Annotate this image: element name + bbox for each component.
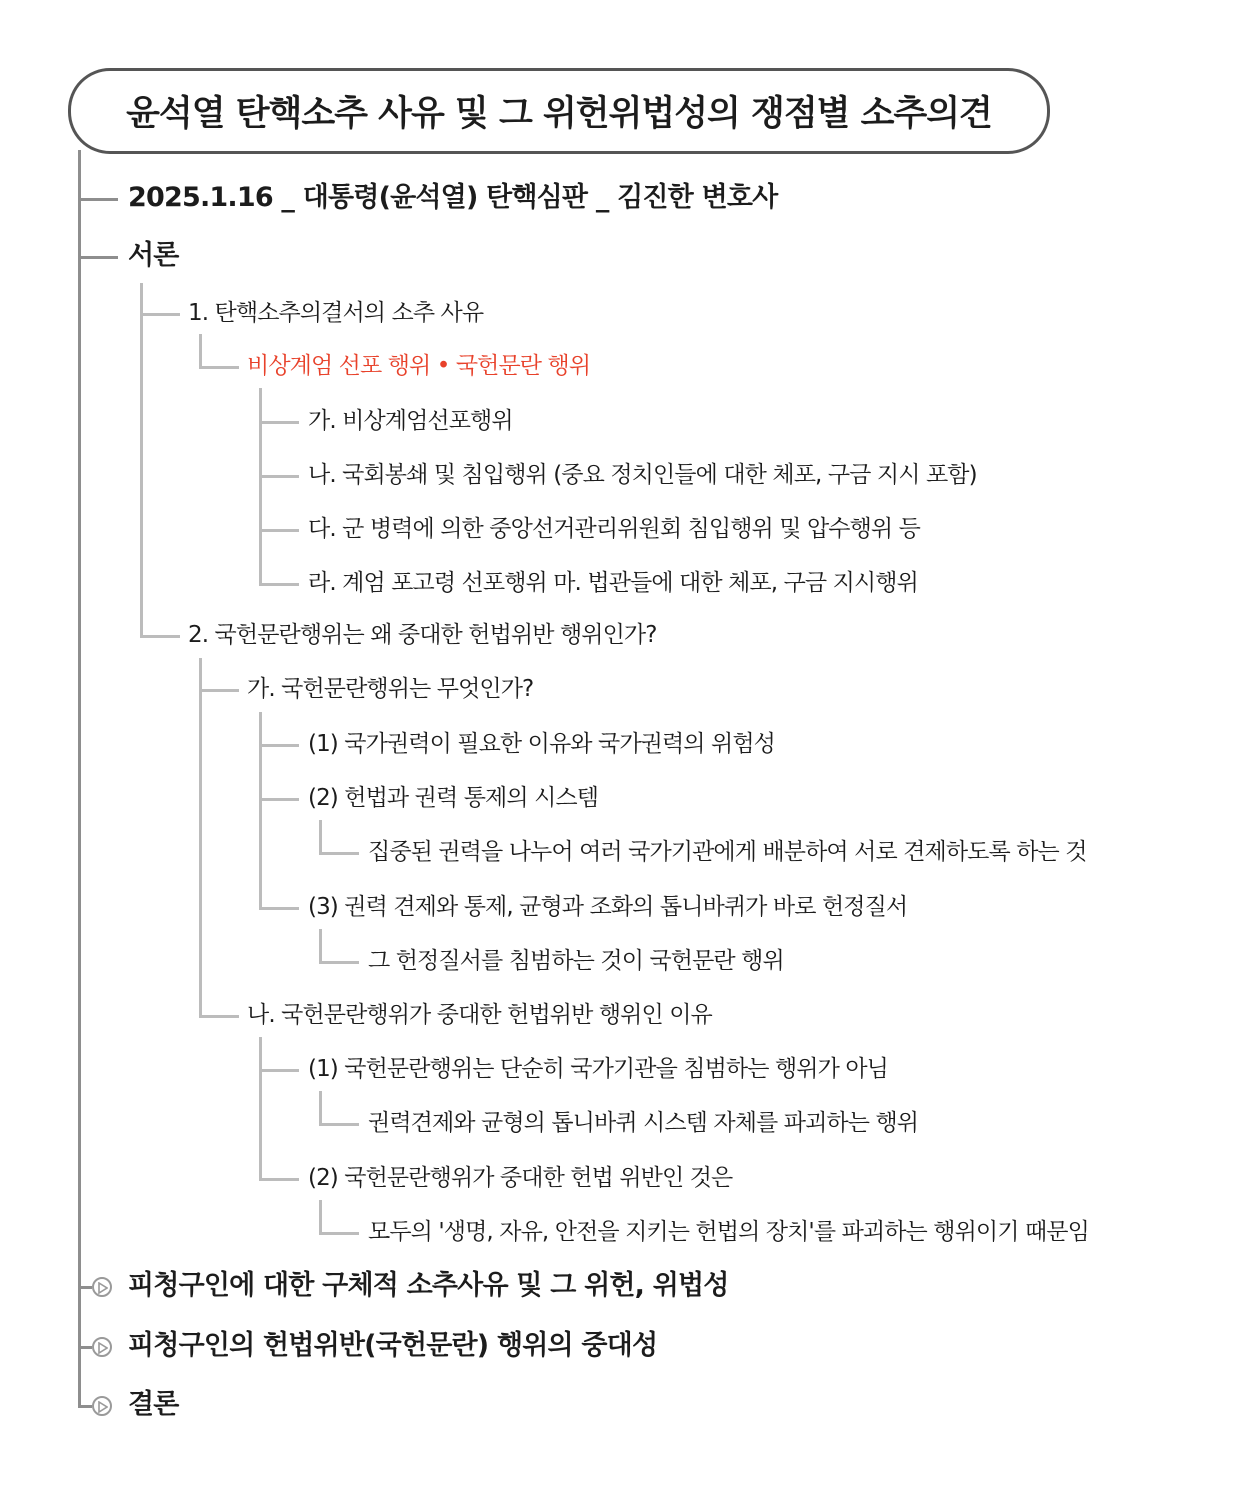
node-label: 나. 국회봉쇄 및 침입행위 (중요 정치인들에 대한 체포, 구금 지시 포함) — [308, 462, 977, 488]
node-label: 권력견제와 균형의 톱니바퀴 시스템 자체를 파괴하는 행위 — [368, 1110, 919, 1136]
connector — [259, 1178, 299, 1181]
node-s2-ga[interactable] — [247, 678, 533, 701]
node-label: 모두의 '생명, 자유, 안전을 지키는 헌법의 장치'를 파괴하는 행위이기 때문임 — [368, 1219, 1089, 1245]
trunk-line — [78, 150, 81, 1408]
connector — [140, 635, 180, 638]
node-label: 피청구인에 대한 구체적 소추사유 및 그 위헌, 위법성 — [128, 1270, 729, 1301]
node-s2-na-detail[interactable] — [368, 1221, 1089, 1244]
connector — [319, 1123, 359, 1126]
node-label: 피청구인의 헌법위반(국헌문란) 행위의 중대성 — [128, 1330, 658, 1361]
connector — [199, 1015, 239, 1018]
node-conclusion[interactable] — [128, 1391, 179, 1418]
node-label: (3) 권력 견제와 통제, 균형과 조화의 톱니바퀴가 바로 헌정질서 — [308, 894, 908, 920]
expand-icon[interactable] — [92, 1337, 112, 1357]
node-s1-item[interactable] — [308, 464, 977, 487]
connector — [78, 256, 118, 259]
node-s1[interactable] — [188, 302, 483, 325]
connector — [78, 1405, 92, 1408]
node-gravity[interactable] — [128, 1332, 657, 1359]
node-s2-na-detail[interactable] — [368, 1112, 918, 1135]
connector — [259, 583, 299, 586]
node-s2-ga-item[interactable] — [308, 787, 598, 810]
root-title-node[interactable] — [68, 68, 1050, 154]
branch-line — [259, 388, 262, 586]
node-s2-na[interactable] — [247, 1004, 712, 1027]
connector — [199, 366, 239, 369]
connector — [319, 852, 359, 855]
connector — [259, 1069, 299, 1072]
connector — [259, 475, 299, 478]
node-s1-item[interactable] — [308, 410, 513, 433]
node-s2-ga-detail[interactable] — [368, 841, 1087, 864]
branch-line — [259, 712, 262, 910]
branch-line — [319, 820, 322, 854]
node-label: (2) 국헌문란행위가 중대한 헌법 위반인 것은 — [308, 1165, 733, 1191]
connector — [259, 798, 299, 801]
node-label: 비상계엄 선포 행위 • 국헌문란 행위 — [247, 353, 591, 379]
node-s2-ga-item[interactable] — [308, 733, 775, 756]
node-hearing-info[interactable] — [128, 184, 777, 211]
branch-line — [199, 334, 202, 368]
node-s2[interactable] — [188, 624, 657, 647]
connector — [78, 198, 118, 201]
node-label: 가. 국헌문란행위는 무엇인가? — [247, 676, 534, 702]
node-s1-highlight[interactable] — [247, 355, 590, 378]
node-label: (1) 국헌문란행위는 단순히 국가기관을 침범하는 행위가 아님 — [308, 1056, 888, 1082]
node-specific-grounds[interactable] — [128, 1272, 729, 1299]
connector — [78, 1346, 92, 1349]
branch-line — [199, 658, 202, 1018]
branch-line — [140, 283, 143, 637]
expand-icon[interactable] — [92, 1396, 112, 1416]
node-label: 가. 비상계엄선포행위 — [308, 408, 513, 434]
node-label: 2. 국헌문란행위는 왜 중대한 헌법위반 행위인가? — [188, 622, 657, 648]
node-s2-ga-detail[interactable] — [368, 950, 784, 973]
branch-line — [259, 1037, 262, 1181]
connector — [140, 313, 180, 316]
node-label: 그 헌정질서를 침범하는 것이 국헌문란 행위 — [368, 948, 784, 974]
node-s1-item[interactable] — [308, 572, 918, 595]
node-label: 다. 군 병력에 의한 중앙선거관리위원회 침입행위 및 압수행위 등 — [308, 516, 920, 542]
connector — [259, 907, 299, 910]
node-label: (1) 국가권력이 필요한 이유와 국가권력의 위험성 — [308, 731, 775, 757]
branch-line — [319, 929, 322, 963]
connector — [259, 529, 299, 532]
connector — [259, 744, 299, 747]
node-label: 라. 계엄 포고령 선포행위 마. 법관들에 대한 체포, 구금 지시행위 — [308, 570, 918, 596]
node-label: 2025.1.16 _ 대통령(윤석열) 탄핵심판 _ 김진한 변호사 — [128, 182, 778, 213]
node-label: 집중된 권력을 나누어 여러 국가기관에게 배분하여 서로 견제하도록 하는 것 — [368, 839, 1087, 865]
root-title: 윤석열 탄핵소추 사유 및 그 위헌위법성의 쟁점별 소추의견 — [126, 94, 992, 134]
node-intro[interactable] — [128, 242, 179, 269]
branch-line — [319, 1091, 322, 1125]
node-s2-ga-item[interactable] — [308, 896, 907, 919]
node-s2-na-item[interactable] — [308, 1167, 732, 1190]
connector — [319, 1232, 359, 1235]
connector — [199, 689, 239, 692]
node-label: (2) 헌법과 권력 통제의 시스템 — [308, 785, 599, 811]
branch-line — [319, 1200, 322, 1234]
node-s1-item[interactable] — [308, 518, 920, 541]
node-label: 서론 — [128, 240, 179, 271]
connector — [78, 1286, 92, 1289]
connector — [319, 961, 359, 964]
connector — [259, 421, 299, 424]
node-s2-na-item[interactable] — [308, 1058, 888, 1081]
node-label: 1. 탄핵소추의결서의 소추 사유 — [188, 300, 484, 326]
node-label: 나. 국헌문란행위가 중대한 헌법위반 행위인 이유 — [247, 1002, 712, 1028]
node-label: 결론 — [128, 1389, 179, 1420]
expand-icon[interactable] — [92, 1277, 112, 1297]
